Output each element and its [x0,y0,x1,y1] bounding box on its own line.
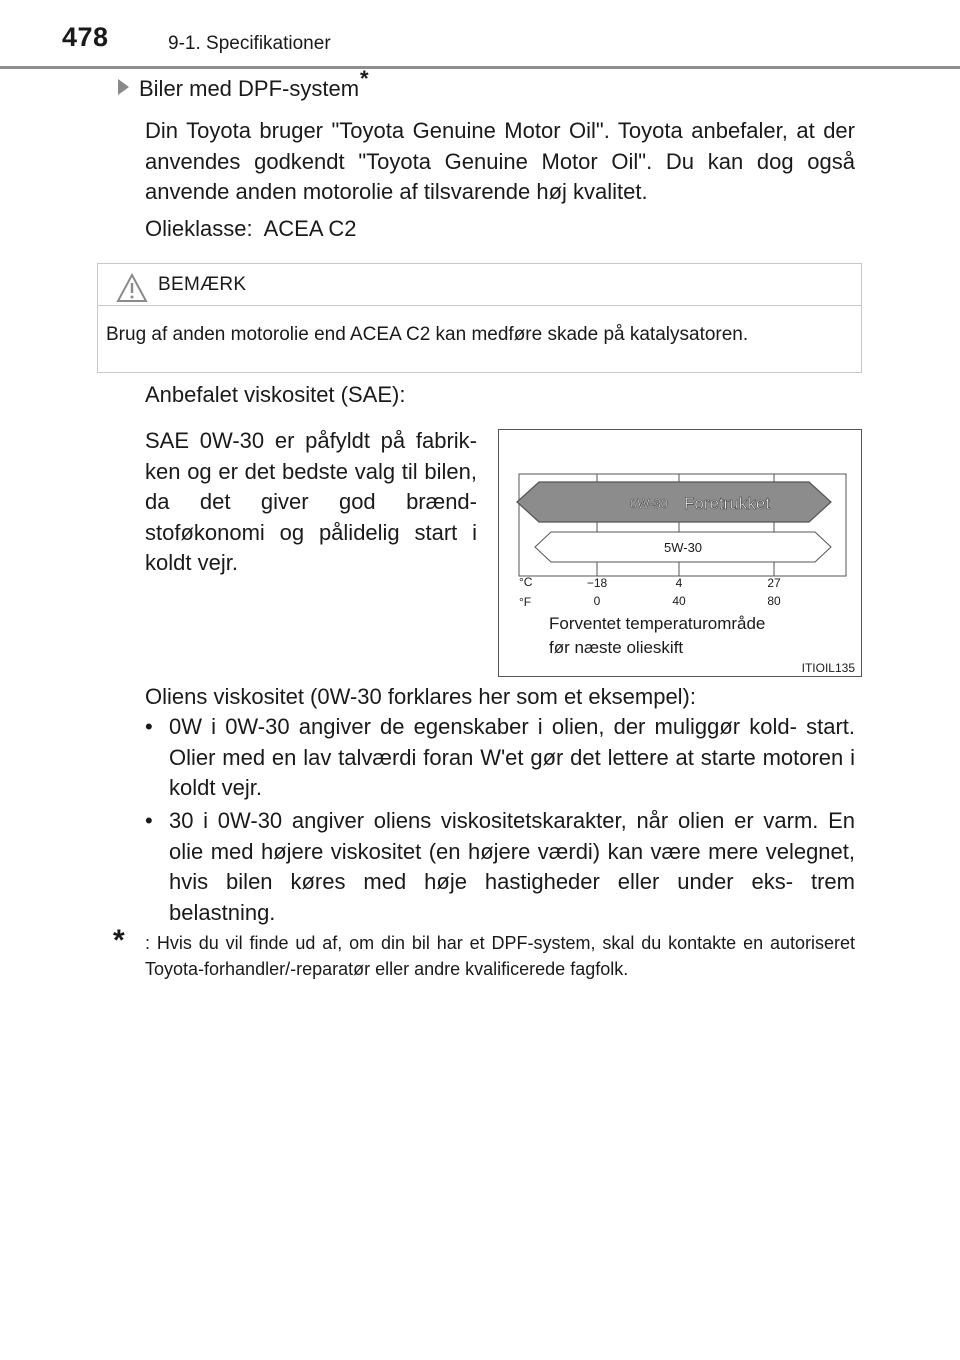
footnote-marker: * [360,66,369,91]
preferred-grade-label: 0W-30 [629,496,669,511]
note-header [98,264,861,306]
figure-code: ITIOIL135 [801,661,855,675]
page-number: 478 [62,22,109,52]
tick-c-0: −18 [586,576,608,590]
viscosity-chart [499,430,861,676]
viscosity-label: Anbefalet viskositet (SAE): [145,382,406,407]
oil-class: Olieklasse: ACEA C2 [145,216,357,241]
bullet-text-1: 30 i 0W-30 angiver oliens viskositetskarakter, når olien er varm. En olie med højere viskositet (en højere værdi) kan være mere velegnet, hvis bilen køres med høje hastigheder eller under eks- trem belastning. [169,808,855,925]
tick-f-0: 0 [593,594,601,608]
bullet-item-0 [145,712,855,808]
warning-triangle-icon [116,273,148,303]
explanation-intro: Oliens viskositet (0W-30 forklares her som et eksempel): [145,684,696,709]
viscosity-figure [498,429,862,677]
caption-line-2: før næste olieskift [549,638,684,657]
section-title: 9-1. Specifikationer [168,33,331,54]
footnote-text: : Hvis du vil finde ud af, om din bil har et DPF-system, skal du kontakte en autoriseret Toyota-forhandler/-reparatør eller andre kvalificerede fagfolk. [145,933,855,979]
triangle-bullet-icon [118,79,129,95]
header-rule [0,66,960,69]
tick-c-1: 4 [675,576,683,590]
caption-line-1: Forventet temperaturområde [549,614,766,633]
bullet-dot: • [145,808,153,833]
unit-fahrenheit: °F [519,595,532,609]
unit-celsius: °C [519,575,533,589]
dpf-paragraph: Din Toyota bruger "Toyota Genuine Motor Oil". Toyota anbefaler, at der anvendes godkendt "Toyota Genuine Motor Oil". Du kan dog også anvende anden motorolie af tilsvarende høj kvalitet. [145,118,855,204]
tick-c-2: 27 [767,576,781,590]
note-title: BEMÆRK [158,274,247,295]
tick-f-1: 40 [672,594,686,608]
preferred-range-arrow [517,482,831,522]
dpf-heading-text: Biler med DPF-system [139,76,360,101]
footnote-star: * [113,924,125,957]
dpf-heading [118,66,369,102]
bullet-item-1 [145,806,855,930]
tick-f-2: 80 [767,594,781,608]
alt-grade-label: 5W-30 [663,540,703,555]
note-box [97,263,862,373]
viscosity-paragraph: SAE 0W-30 er påfyldt på fabrik- ken og er det bedste valg til bilen, da det giver god brænd- stoføkonomi og pålidelig start i koldt vejr. [145,428,477,575]
note-text: Brug af anden motorolie end ACEA C2 kan medføre skade på katalysatoren. [106,324,749,345]
bullet-text-0: 0W i 0W-30 angiver de egenskaber i olien, der muliggør kold- start. Olier med en lav talværdi foran W'et gør det lettere at starte motoren i koldt vejr. [169,714,855,800]
preferred-label: Foretrukket [684,494,770,513]
bullet-dot: • [145,714,153,739]
